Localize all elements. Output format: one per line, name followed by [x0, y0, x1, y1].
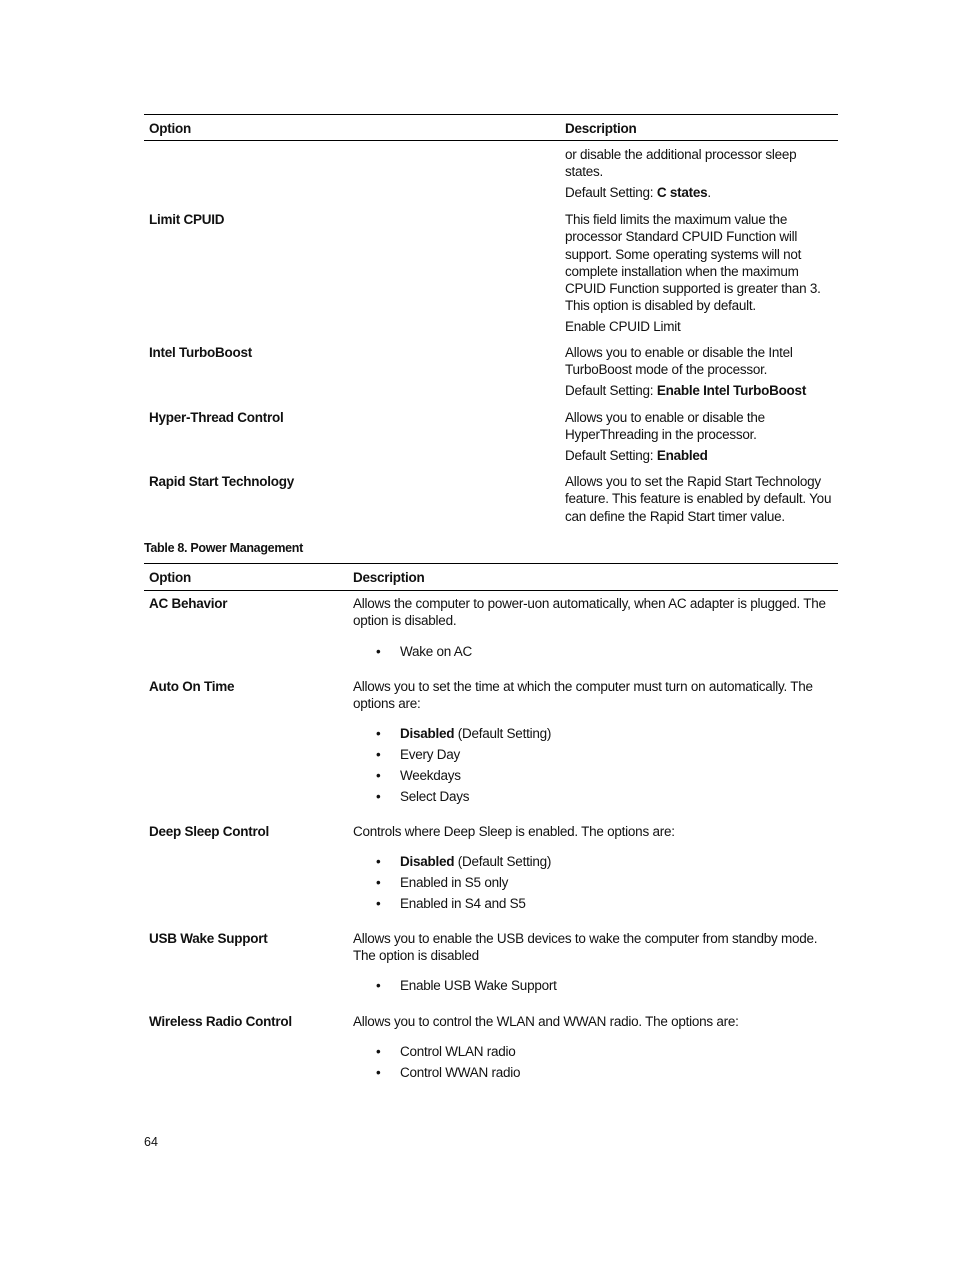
column-header-description: Description: [565, 121, 637, 136]
wireless-description: [353, 1013, 838, 1030]
desc-line: option is disabled.: [353, 613, 457, 629]
default-label: Default Setting:: [565, 382, 657, 398]
limit-cpuid-description: [565, 211, 838, 335]
desc-line: Allows you to enable the USB devices to wake the computer from standby mode.: [353, 931, 818, 946]
desc-line: feature. This feature is enabled by default. You: [565, 491, 832, 507]
option-wireless-radio-control: Wireless Radio Control: [149, 1014, 292, 1029]
rapid-start-description: [565, 473, 838, 525]
bullet-dot: •: [376, 1065, 381, 1080]
bullet-text: Select Days: [400, 789, 470, 804]
desc-line: Allows the computer to power-uon automatically, when AC adapter is plugged. The: [353, 596, 826, 611]
default-label: Default Setting:: [565, 184, 657, 200]
table-caption: Table 8. Power Management: [144, 541, 303, 555]
desc-line: or disable the additional processor sleep: [565, 147, 797, 162]
desc-line: Allows you to set the time at which the computer must turn on automatically. The: [353, 679, 813, 694]
desc-line: Allows you to control the WLAN and WWAN radio. The options are:: [353, 1014, 739, 1029]
bullet-dot: •: [376, 644, 381, 659]
header-rule: [144, 590, 838, 591]
option-limit-cpuid: Limit CPUID: [149, 212, 225, 227]
default-value: Enable Intel TurboBoost: [656, 382, 807, 398]
bullet-suffix: (Default Setting): [454, 854, 552, 869]
bullet-text: Enabled in S5 only: [400, 875, 509, 890]
bullet-dot: •: [376, 768, 381, 783]
desc-line: This field limits the maximum value the: [565, 212, 788, 227]
desc-line: processor Standard CPUID Function will: [565, 229, 798, 245]
desc-line: Allows you to enable or disable the Intel: [565, 345, 793, 360]
column-header-option: Option: [149, 121, 191, 136]
option-ac-behavior: AC Behavior: [149, 596, 228, 611]
desc-line: support. Some operating systems will not: [565, 246, 802, 262]
bullet-dot: •: [376, 875, 381, 890]
bullet-text: [400, 725, 551, 742]
default-setting: [565, 382, 838, 399]
bullet-text: Control WLAN radio: [400, 1044, 516, 1059]
desc-line: HyperThreading in the processor.: [565, 427, 757, 443]
deep-sleep-description: [353, 823, 838, 840]
limit-cpuid-setting: Enable CPUID Limit: [565, 318, 681, 334]
table-top-rule: [144, 563, 838, 564]
default-setting: [565, 184, 838, 201]
column-header-option: Option: [149, 570, 191, 585]
usb-wake-description: [353, 930, 838, 965]
bullet-text: Weekdays: [400, 768, 461, 783]
desc-line: complete installation when the maximum: [565, 263, 799, 279]
desc-line: CPUID Function supported is greater than 3.: [565, 281, 821, 297]
default-suffix: .: [707, 184, 711, 200]
turboboost-description: [565, 344, 838, 399]
hyperthread-description: [565, 409, 838, 464]
option-usb-wake-support: USB Wake Support: [149, 931, 268, 946]
bullet-text: [400, 853, 551, 870]
auto-on-time-description: [353, 678, 838, 713]
desc-line: The option is disabled: [353, 948, 479, 964]
bullet-dot: •: [376, 747, 381, 762]
page-number: 64: [144, 1135, 158, 1149]
default-setting: [565, 447, 838, 464]
desc-line: states.: [565, 164, 604, 180]
option-deep-sleep-control: Deep Sleep Control: [149, 824, 270, 839]
desc-line: options are:: [353, 696, 421, 712]
bullet-text: Control WWAN radio: [400, 1065, 521, 1080]
bullet-suffix: (Default Setting): [454, 726, 552, 741]
column-header-description: Description: [353, 570, 425, 585]
bullet-dot: •: [376, 1044, 381, 1059]
desc-line: Controls where Deep Sleep is enabled. The options are:: [353, 824, 675, 839]
desc-line: TurboBoost mode of the processor.: [565, 362, 768, 378]
default-label: Default Setting:: [565, 447, 657, 463]
table-top-rule: [144, 114, 838, 115]
desc-line: can define the Rapid Start timer value.: [565, 508, 785, 524]
bullet-dot: •: [376, 854, 381, 869]
bullet-dot: •: [376, 789, 381, 804]
bullet-text: Wake on AC: [400, 644, 473, 659]
option-auto-on-time: Auto On Time: [149, 679, 235, 694]
desc-line: This option is disabled by default.: [565, 298, 756, 314]
bullet-text: Every Day: [400, 747, 461, 762]
option-intel-turboboost: Intel TurboBoost: [149, 345, 252, 360]
ac-behavior-description: [353, 595, 838, 630]
bullet-text: Enable USB Wake Support: [400, 978, 557, 993]
option-hyper-thread-control: Hyper-Thread Control: [149, 410, 284, 425]
desc-line: Allows you to enable or disable the: [565, 410, 765, 425]
default-value: Enabled: [656, 447, 708, 463]
bullet-dot: •: [376, 896, 381, 911]
bullet-bold: Disabled: [400, 854, 455, 869]
header-rule: [144, 140, 838, 141]
bullet-text: Enabled in S4 and S5: [400, 896, 526, 911]
option-rapid-start-technology: Rapid Start Technology: [149, 474, 295, 489]
bullet-dot: •: [376, 726, 381, 741]
continued-description: [565, 146, 838, 201]
bullet-bold: Disabled: [400, 726, 455, 741]
desc-line: Allows you to set the Rapid Start Technology: [565, 474, 821, 489]
default-value: C states: [656, 184, 708, 200]
bullet-dot: •: [376, 978, 381, 993]
